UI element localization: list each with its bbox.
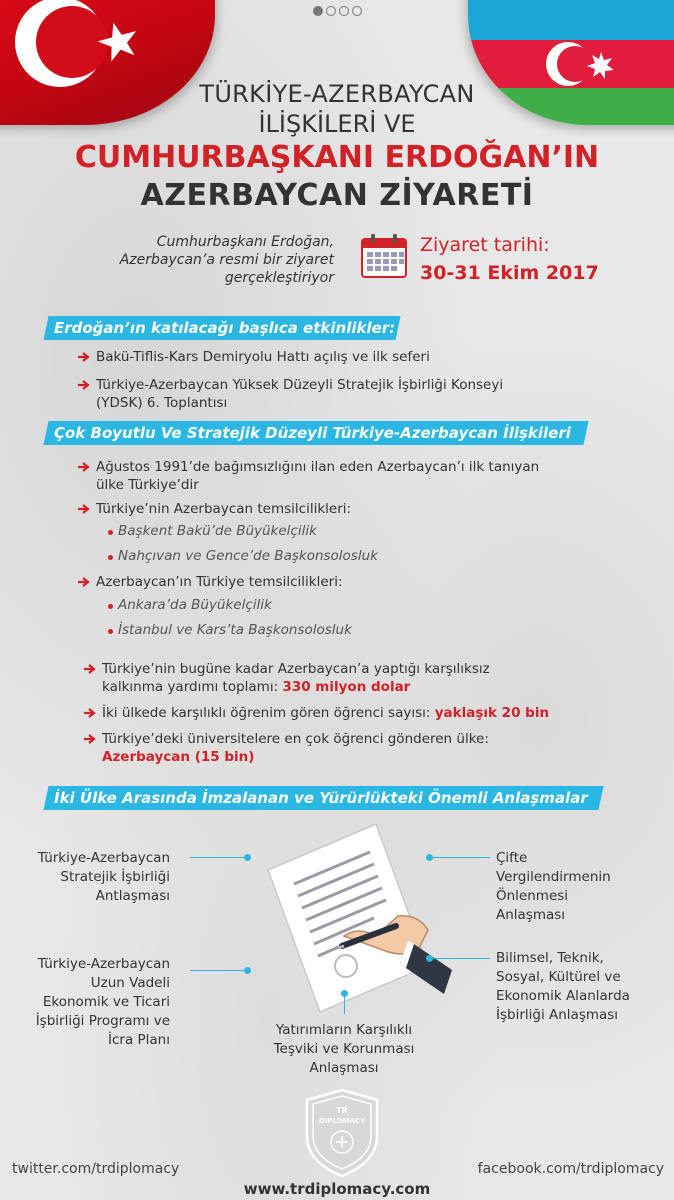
list-item: İki ülkede karşılıklı öğrenim gören öğrenci sayısı: yaklaşık 20 bin [84, 704, 644, 722]
list-item: Türkiye’deki üniversitelere en çok öğrenci gönderen ülke: Azerbaycan (15 bin) [84, 730, 644, 766]
visit-text-line-1: Cumhurbaşkanı Erdoğan, [156, 234, 334, 250]
connector-line [344, 994, 345, 1014]
twitter-link[interactable]: twitter.com/trdiplomacy [12, 1161, 180, 1177]
calendar-icon [360, 233, 408, 279]
top-country: Azerbaycan (15 bin) [102, 749, 255, 765]
bullet-icon [108, 604, 113, 609]
bullet-icon [108, 530, 113, 535]
visit-text-line-2: Azerbaycan’a resmi bir ziyaret [119, 252, 334, 268]
bullet-icon [108, 629, 113, 634]
sub-list-item: Nahçıvan ve Gence’de Başkonsolosluk [108, 548, 378, 564]
sub-list-item: Ankara’da Büyükelçilik [108, 597, 272, 613]
arrow-icon [84, 664, 97, 674]
title-line-1: TÜRKİYE-AZERBAYCAN [199, 80, 475, 108]
section-2-title: Çok Boyutlu Ve Stratejik Düzeyli Türkiye-Azerbaycan İlişkileri [54, 424, 571, 442]
connector-dot [426, 955, 433, 962]
title-line-4: AZERBAYCAN ZİYARETİ [140, 178, 534, 213]
visit-date-value: 30-31 Ekim 2017 [420, 262, 599, 284]
list-item: Türkiye-Azerbaycan Yüksek Düzeyli Stratejik İşbirliği Konseyi (YDSK) 6. Toplantısı [78, 376, 638, 412]
agreement-economic-trade-program: Türkiye-Azerbaycan Uzun Vadeli Ekonomik ve Ticari İşbirliği Programı ve İcra Planı [35, 956, 170, 1048]
connector-dot [244, 967, 251, 974]
diplomacy-seal-icon [303, 1088, 381, 1178]
visit-date-label: Ziyaret tarihi: [420, 234, 550, 256]
list-item: Türkiye’nin Azerbaycan temsilcilikleri: [78, 500, 638, 518]
section-3-banner [43, 786, 603, 810]
arrow-icon [78, 577, 91, 587]
document-signing-icon [258, 818, 458, 1018]
page-dot-1[interactable] [313, 6, 323, 16]
section-2-banner [43, 421, 588, 445]
connector-line [430, 958, 490, 959]
connector-dot [341, 990, 348, 997]
connector-dot [426, 854, 433, 861]
facebook-link[interactable]: facebook.com/trdiplomacy [477, 1161, 664, 1177]
aid-amount: 330 milyon dolar [282, 679, 411, 695]
list-item: Türkiye’nin bugüne kadar Azerbaycan’a yaptığı karşılıksız kalkınma yardımı toplamı: 330 milyon dolar [84, 660, 644, 696]
bullet-icon [108, 555, 113, 560]
student-count: yaklaşık 20 bin [434, 705, 550, 721]
page-dot-4[interactable] [352, 6, 362, 16]
seal-top-text: TR [336, 1106, 348, 1115]
connector-dot [244, 854, 251, 861]
website-link[interactable]: www.trdiplomacy.com [243, 1180, 431, 1198]
title-line-2: İLİŞKİLERİ VE [258, 110, 416, 138]
connector-line [190, 970, 248, 971]
section-1-banner [43, 316, 400, 340]
arrow-icon [78, 504, 91, 514]
list-item: Bakü-Tiflis-Kars Demiryolu Hattı açılış ve ilk seferi [78, 348, 638, 366]
agreement-scientific-cultural: Bilimsel, Teknik, Sosyal, Kültürel ve Ekonomik Alanlarda İşbirliği Anlaşması [496, 950, 630, 1023]
agreement-double-taxation: Çifte Vergilendirmenin Önlenmesi Anlaşması [496, 850, 611, 923]
page-indicator[interactable] [313, 6, 362, 16]
section-3-title: İki Ülke Arasında İmzalanan ve Yürürlükteki Önemli Anlaşmalar [54, 789, 588, 807]
agreement-strategic-partnership: Türkiye-Azerbaycan Stratejik İşbirliği Antlaşması [37, 850, 170, 904]
list-item: Azerbaycan’ın Türkiye temsilcilikleri: [78, 573, 638, 591]
list-item: Ağustos 1991’de bağımsızlığını ilan eden Azerbaycan’ı ilk tanıyan ülke Türkiye’dir [78, 458, 638, 494]
arrow-icon [78, 352, 91, 362]
section-1-title: Erdoğan’ın katılacağı başlıca etkinlikler: [54, 319, 396, 337]
title-line-3: CUMHURBAŞKANI ERDOĞAN’IN [74, 140, 600, 175]
visit-description [120, 233, 334, 287]
seal-text: DIPLOMACY [318, 1117, 366, 1125]
sub-list-item: Başkent Bakü’de Büyükelçilik [108, 523, 317, 539]
page-dot-3[interactable] [339, 6, 349, 16]
agreement-investment-protection: Yatırımların Karşılıklı Teşviki ve Korunması Anlaşması [273, 1022, 415, 1076]
arrow-icon [78, 380, 91, 390]
connector-line [430, 857, 490, 858]
arrow-icon [78, 462, 91, 472]
connector-line [190, 857, 248, 858]
page-dot-2[interactable] [326, 6, 336, 16]
arrow-icon [84, 708, 97, 718]
visit-text-line-3: gerçekleştiriyor [224, 270, 334, 286]
arrow-icon [84, 734, 97, 744]
sub-list-item: İstanbul ve Kars’ta Başkonsolosluk [108, 622, 352, 638]
